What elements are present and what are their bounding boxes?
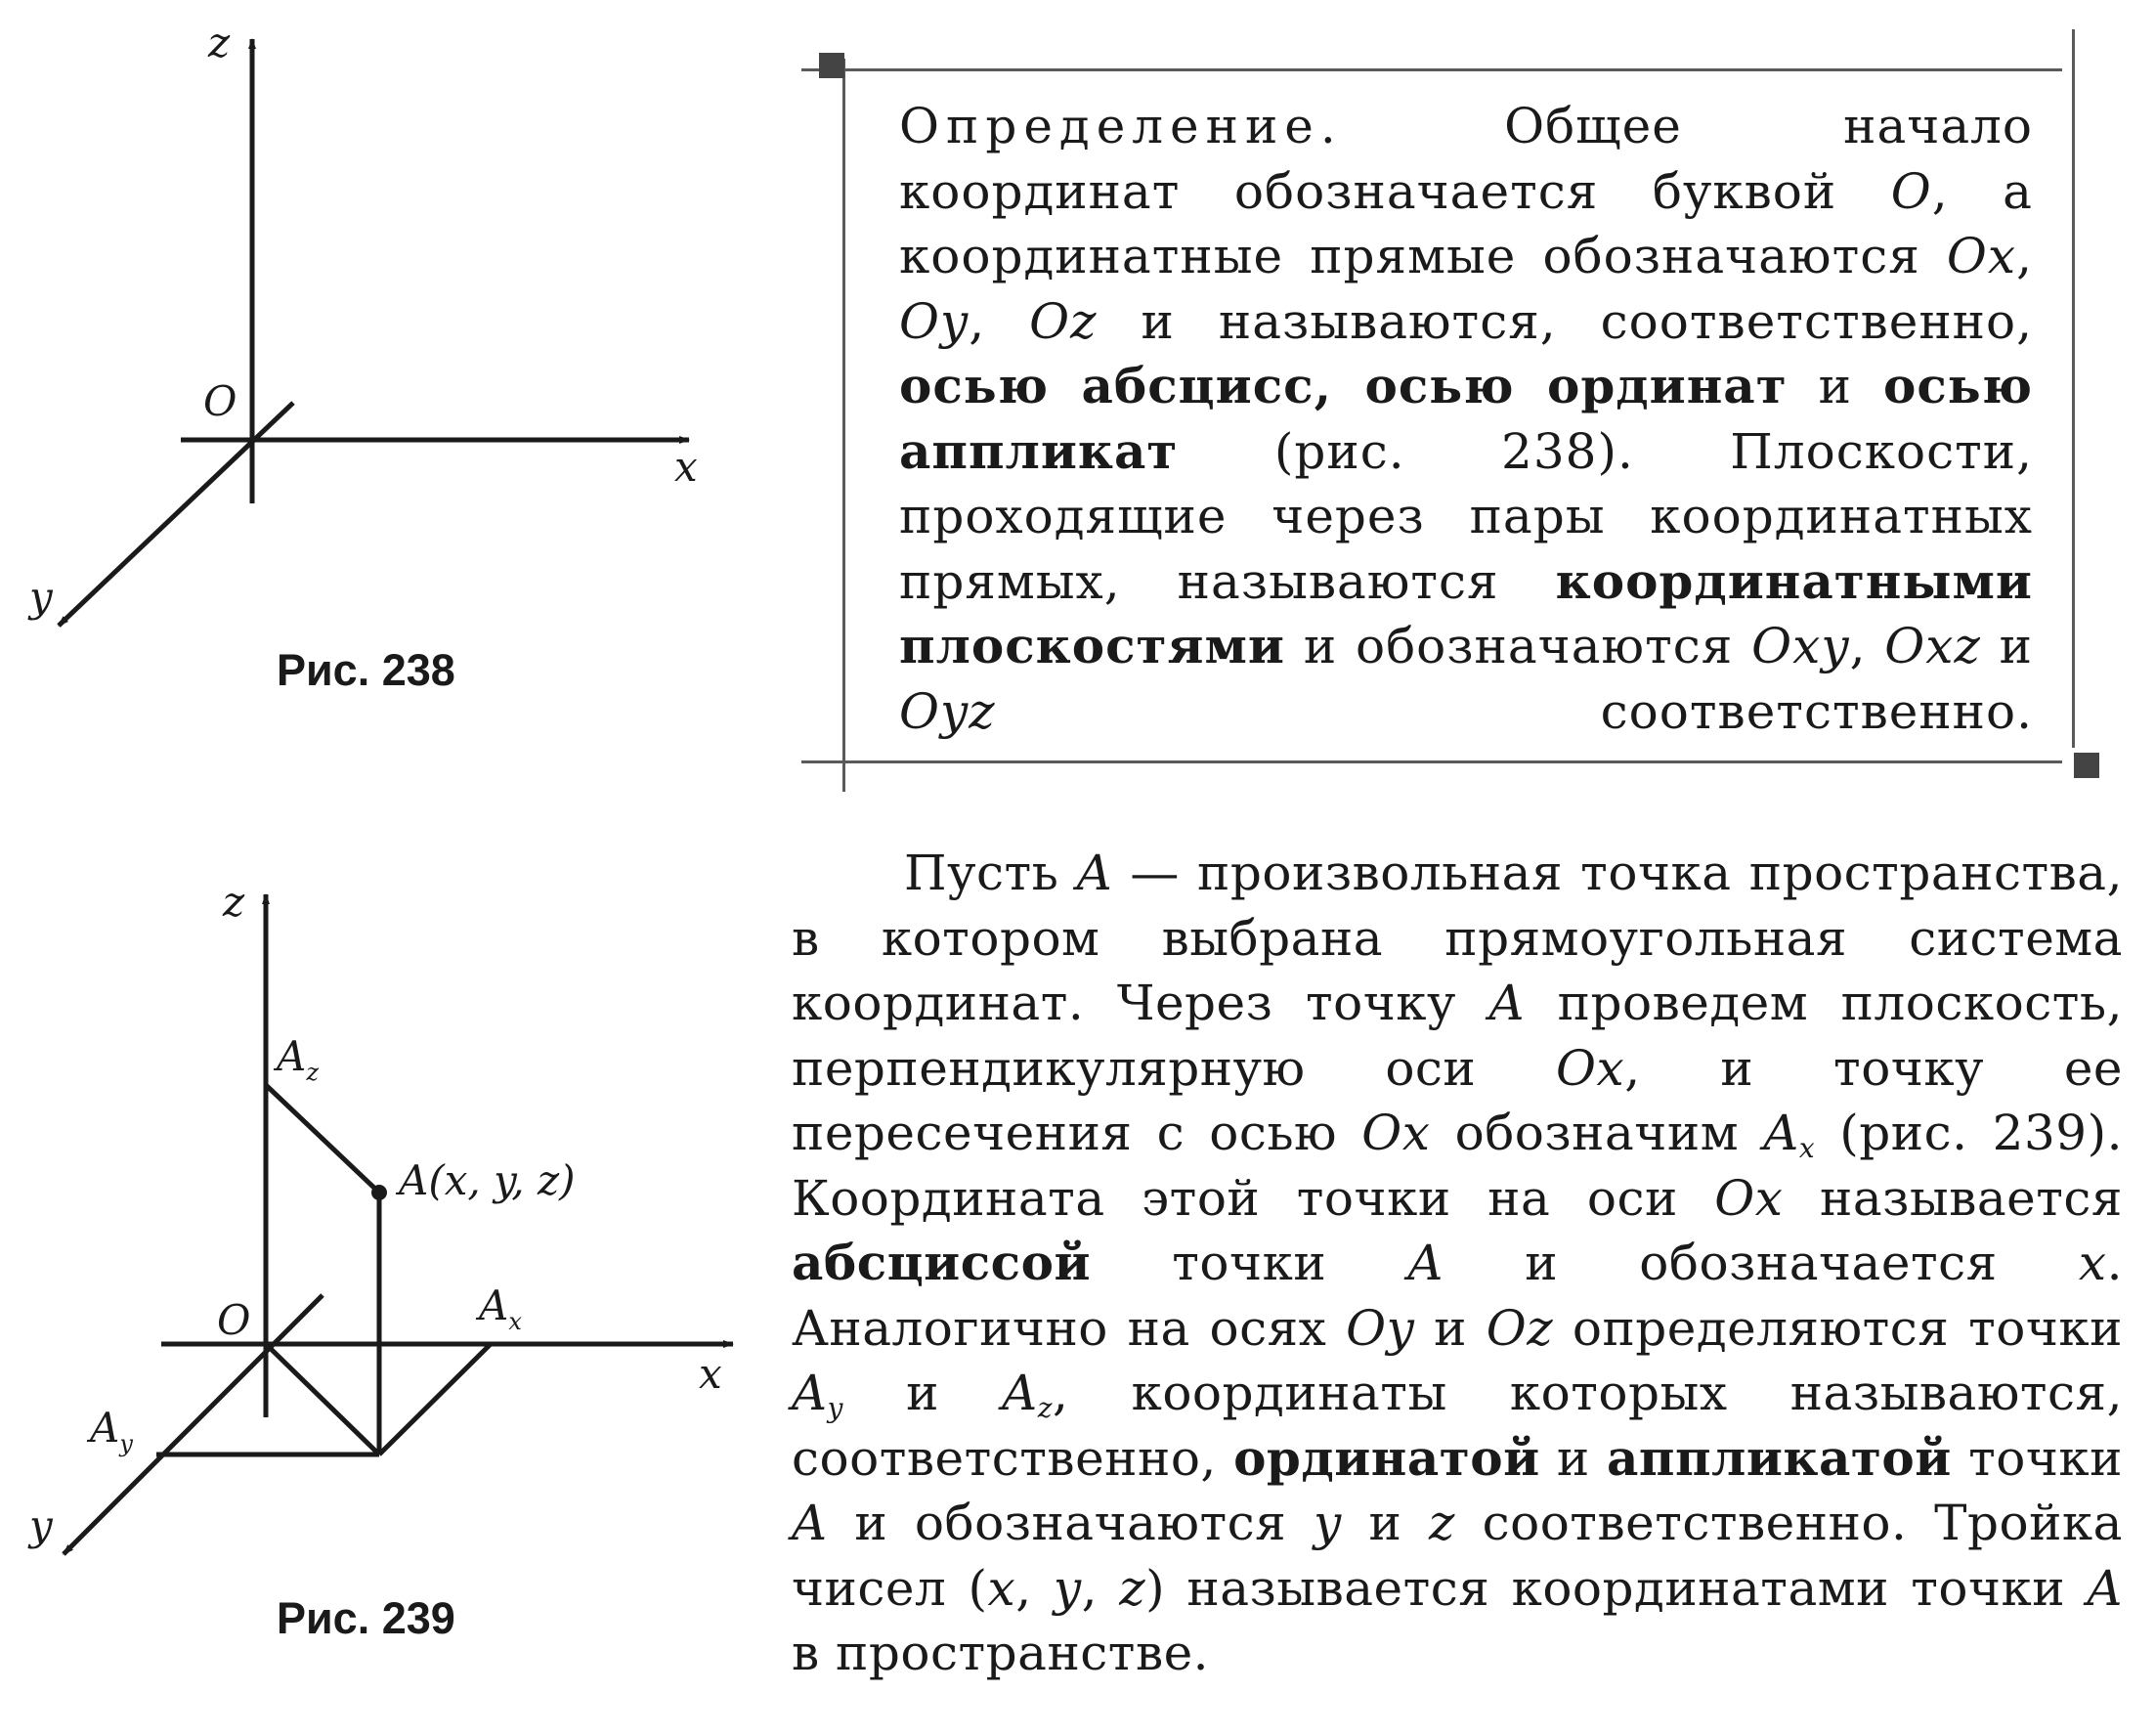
y-axis bbox=[59, 403, 293, 626]
box-top-rule bbox=[801, 68, 2062, 71]
box-right-rule bbox=[2072, 29, 2075, 748]
label-o-239: O bbox=[217, 1296, 251, 1344]
label-x-238: x bbox=[674, 443, 698, 491]
main-paragraph bbox=[792, 841, 2123, 1686]
label-az-sub: z bbox=[306, 1059, 319, 1086]
label-az bbox=[273, 1032, 319, 1086]
label-ay bbox=[86, 1404, 133, 1457]
label-ay-sub: y bbox=[119, 1430, 133, 1457]
o-to-proj bbox=[266, 1344, 379, 1454]
label-y-238: y bbox=[29, 573, 53, 621]
label-z-238: z bbox=[208, 19, 231, 66]
definition-text: Определение. Общее начало координат обозначается буквой O, а координатные прямые обозначаются Ox, Oy, Oz и называются, соответственно, осью абсцисс, осью ординат и осью аппликат (рис. 238). Плоскости, проходящие через пары координатных прямых, называются координатными плоскостями и обозначаются Oxy, Oxz и Oyz соответственно. bbox=[899, 98, 2033, 740]
point-a bbox=[371, 1185, 387, 1200]
box-corner-mark-tl bbox=[819, 53, 844, 78]
label-ax bbox=[475, 1281, 522, 1335]
box-bottom-rule bbox=[801, 760, 2062, 763]
caption-238: Рис. 238 bbox=[277, 645, 455, 695]
definition-box bbox=[801, 68, 2062, 767]
label-z-239: z bbox=[223, 878, 245, 926]
body-paragraph: Пусть A — произвольная точка пространства, в котором выбрана прямоугольная система координат. Через точку A проведем плоскость, перпендикулярную оси Ox, и точку ее пересечения с осью Ox обозначим $A_x$ (рис. 239). Координата этой точки на оси Ox называется абсциссой точки A и обозначается x. Аналогично на осях Oy и Oz определяются точки $A_y$ и $A_z$, координаты которых называются, соответственно, ординатой и аппликатой точки A и обозначаются y и z соответственно. Тройка чисел (x, y, z) называется координатами точки A в пространстве. bbox=[792, 845, 2124, 1681]
label-x-239: x bbox=[699, 1350, 722, 1398]
figure-239 bbox=[64, 894, 733, 1554]
figures-canvas bbox=[0, 0, 782, 1736]
box-left-rule bbox=[842, 59, 845, 792]
label-ay-main: A bbox=[90, 1404, 120, 1452]
label-az-main: A bbox=[277, 1032, 307, 1080]
definition-term: Определение. bbox=[899, 98, 1343, 154]
label-o-238: O bbox=[203, 377, 237, 425]
figure-238 bbox=[59, 39, 689, 626]
box-corner-mark-br bbox=[2074, 753, 2099, 778]
label-ax-main: A bbox=[479, 1281, 509, 1329]
label-a-239: A(x, y, z) bbox=[399, 1156, 576, 1204]
label-ax-sub: x bbox=[508, 1308, 522, 1335]
proj-to-ax bbox=[379, 1344, 491, 1454]
az-to-a bbox=[266, 1085, 379, 1193]
label-y-239: y bbox=[29, 1501, 53, 1549]
caption-239: Рис. 239 bbox=[277, 1593, 455, 1643]
